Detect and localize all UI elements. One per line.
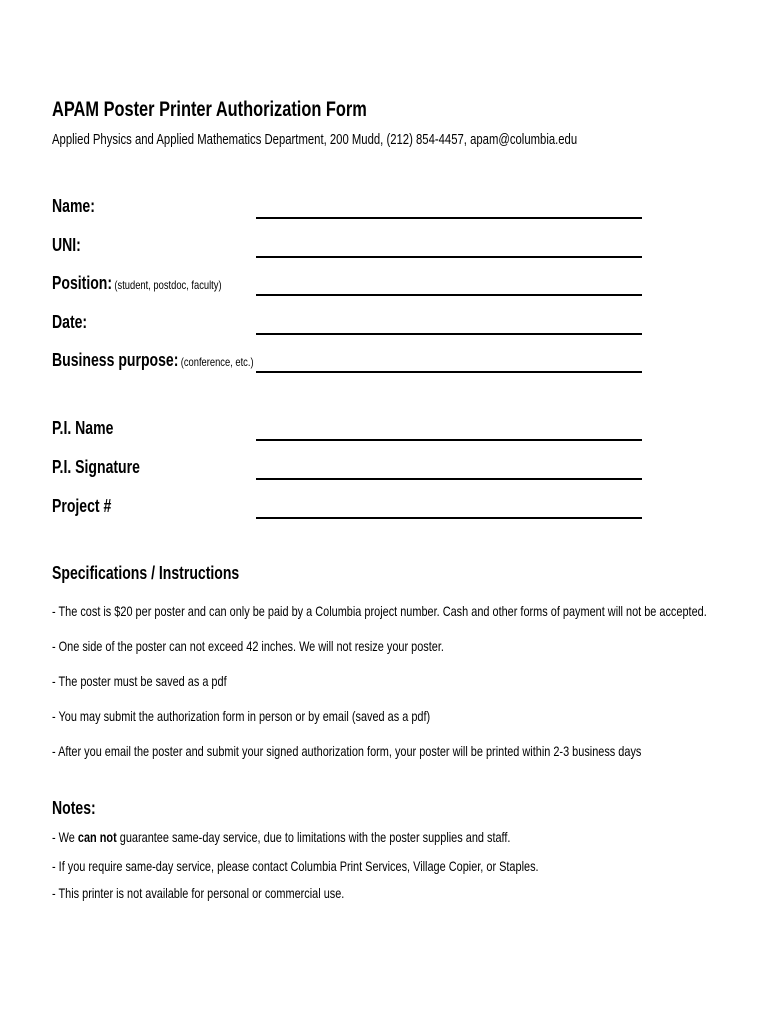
instruction-item: - After you email the poster and submit your signed authorization form, your poster will be printed within 2-3 business days xyxy=(52,743,642,759)
department-contact-line: Applied Physics and Applied Mathematics Department, 200 Mudd, (212) 854-4457, apam@columbia.edu xyxy=(52,132,578,148)
pi-name-field xyxy=(52,411,642,441)
business-purpose-hint: (conference, etc.) xyxy=(180,355,254,369)
uni-input-line[interactable] xyxy=(256,256,642,258)
date-field xyxy=(52,305,642,335)
note-emphasis: can not xyxy=(77,829,117,845)
position-input-line[interactable] xyxy=(256,294,642,296)
project-label: Project # xyxy=(52,496,112,516)
position-label: Position: xyxy=(52,273,113,293)
position-field xyxy=(52,266,642,296)
name-label: Name: xyxy=(52,196,95,216)
business-purpose-label: Business purpose: xyxy=(52,350,179,370)
date-input-line[interactable] xyxy=(256,333,642,335)
uni-field xyxy=(52,228,642,258)
project-field xyxy=(52,489,642,519)
position-hint: (student, postdoc, faculty) xyxy=(114,278,222,292)
instruction-item: - One side of the poster can not exceed 42 inches. We will not resize your poster. xyxy=(52,638,444,654)
business-purpose-input-line[interactable] xyxy=(256,371,642,373)
business-purpose-field xyxy=(52,343,642,373)
note-text: guarantee same-day service, due to limitations with the poster supplies and staff. xyxy=(116,829,511,845)
pi-name-input-line[interactable] xyxy=(256,439,642,441)
note-item xyxy=(52,829,510,845)
pi-name-label: P.I. Name xyxy=(52,418,114,438)
date-label: Date: xyxy=(52,312,88,332)
instruction-item: - The cost is $20 per poster and can only be paid by a Columbia project number. Cash and other forms of payment will not be accepted. xyxy=(52,603,707,619)
pi-signature-field xyxy=(52,450,642,480)
name-field xyxy=(52,189,642,219)
specifications-heading: Specifications / Instructions xyxy=(52,563,240,583)
note-item: - If you require same-day service, please contact Columbia Print Services, Village Copier, or Staples. xyxy=(52,858,539,874)
name-input-line[interactable] xyxy=(256,217,642,219)
note-item: - This printer is not available for personal or commercial use. xyxy=(52,885,345,901)
instruction-item: - The poster must be saved as a pdf xyxy=(52,673,227,689)
instruction-item: - You may submit the authorization form in person or by email (saved as a pdf) xyxy=(52,708,431,724)
notes-heading: Notes: xyxy=(52,798,96,818)
project-input-line[interactable] xyxy=(256,517,642,519)
pi-signature-label: P.I. Signature xyxy=(52,457,140,477)
form-title: APAM Poster Printer Authorization Form xyxy=(52,98,367,121)
pi-signature-input-line[interactable] xyxy=(256,478,642,480)
uni-label: UNI: xyxy=(52,235,81,255)
note-text: - We xyxy=(52,829,78,845)
